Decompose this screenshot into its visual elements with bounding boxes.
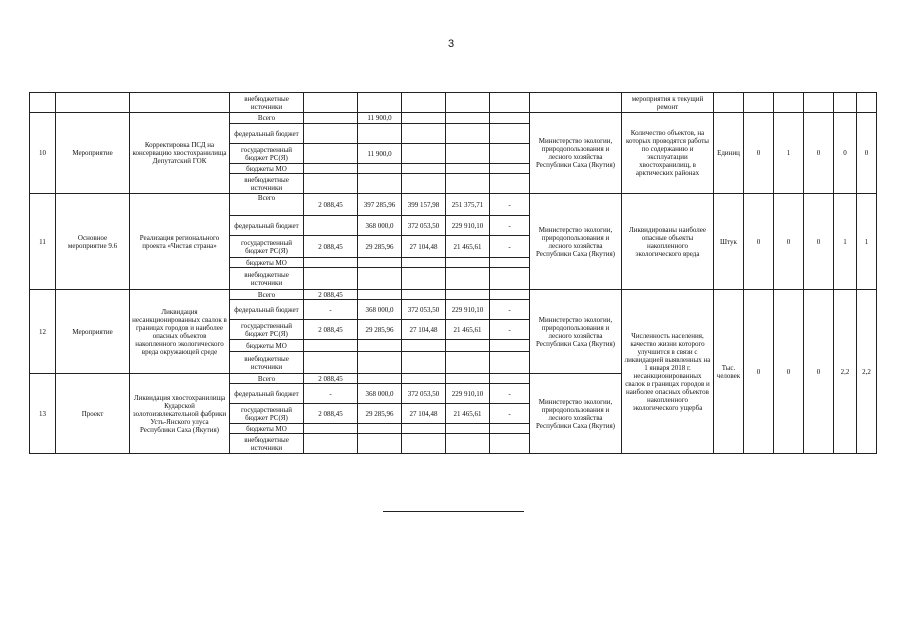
- source-cell: бюджеты МО: [230, 164, 304, 174]
- amount-cell: 2 088,45: [304, 236, 358, 258]
- page-number: 3: [448, 38, 455, 50]
- source-cell: бюджеты МО: [230, 258, 304, 268]
- executor-cell: Министерство экологии, природопользования и лесного хозяйства Республики Саха (Якутия): [530, 194, 622, 290]
- amount-cell: 397 285,96: [358, 194, 402, 216]
- source-cell: Всего: [230, 194, 304, 216]
- amount-cell: 29 285,96: [358, 404, 402, 424]
- row-status: Проект: [56, 374, 130, 454]
- amount-cell: 21 465,61: [446, 404, 490, 424]
- indicator-cell: 0: [774, 194, 804, 290]
- amount-cell: 21 465,61: [446, 236, 490, 258]
- unit-cell: Тыс. человек: [714, 290, 744, 454]
- amount-cell: 2 088,45: [304, 320, 358, 340]
- amount-cell: 372 053,50: [402, 216, 446, 236]
- amount-cell: 372 053,50: [402, 300, 446, 320]
- indicator-cell: 0: [744, 290, 774, 454]
- source-cell: Всего: [230, 374, 304, 384]
- executor-cell: Министерство экологии, природопользования и лесного хозяйства Республики Саха (Якутия): [530, 113, 622, 194]
- amount-cell: -: [490, 320, 530, 340]
- source-cell: внебюджетные источники: [230, 93, 304, 113]
- indicator-cell: 0: [774, 290, 804, 454]
- executor-cell: Министерство экологии, природопользования и лесного хозяйства Республики Саха (Якутия): [530, 290, 622, 374]
- amount-cell: 29 285,96: [358, 320, 402, 340]
- result-cell: мероприятия к текущий ремонт: [622, 93, 714, 113]
- row-status: Мероприятие: [56, 113, 130, 194]
- amount-cell: 11 900,0: [358, 144, 402, 164]
- amount-cell: -: [490, 384, 530, 404]
- indicator-cell: 0: [857, 113, 877, 194]
- program-table: [29, 92, 877, 454]
- source-cell: Всего: [230, 290, 304, 300]
- indicator-cell: 0: [804, 194, 834, 290]
- row-number: 10: [30, 113, 56, 194]
- amount-cell: 27 104,48: [402, 236, 446, 258]
- source-cell: федеральный бюджет: [230, 384, 304, 404]
- amount-cell: 2 088,45: [304, 194, 358, 216]
- table-row: [30, 194, 877, 216]
- source-cell: внебюджетные источники: [230, 352, 304, 374]
- row-number: 11: [30, 194, 56, 290]
- amount-cell: -: [304, 300, 358, 320]
- table-row: [30, 290, 877, 300]
- indicator-cell: 1: [857, 194, 877, 290]
- source-cell: государственный бюджет РС(Я): [230, 404, 304, 424]
- indicator-cell: 0: [804, 290, 834, 454]
- amount-cell: -: [490, 236, 530, 258]
- footnote-divider: [383, 511, 524, 512]
- amount-cell: 399 157,98: [402, 194, 446, 216]
- row-name: Реализация регионального проекта «Чистая страна»: [130, 194, 230, 290]
- amount-cell: 11 900,0: [358, 113, 402, 124]
- result-cell: Ликвидированы наиболее опасные объекты накопленного экологического вреда: [622, 194, 714, 290]
- source-cell: внебюджетные источники: [230, 434, 304, 454]
- amount-cell: 2 088,45: [304, 374, 358, 384]
- row-number: 12: [30, 290, 56, 374]
- result-cell: Численность населения, качество жизни которого улучшится в связи с ликвидацией выявленных на 1 января 2018 г. несанкционированных свалок в границах городов и наиболее опасных объектов накопленного экологического ущерба: [622, 290, 714, 454]
- amount-cell: -: [490, 216, 530, 236]
- source-cell: федеральный бюджет: [230, 216, 304, 236]
- amount-cell: 27 104,48: [402, 320, 446, 340]
- source-cell: государственный бюджет РС(Я): [230, 144, 304, 164]
- indicator-cell: 1: [834, 194, 857, 290]
- row-name: Корректировка ПСД на консервацию хвостохранилища Депутатский ГОК: [130, 113, 230, 194]
- amount-cell: 2 088,45: [304, 404, 358, 424]
- amount-cell: 251 375,71: [446, 194, 490, 216]
- indicator-cell: 0: [744, 194, 774, 290]
- amount-cell: -: [490, 300, 530, 320]
- row-status: Мероприятие: [56, 290, 130, 374]
- amount-cell: 368 000,0: [358, 216, 402, 236]
- source-cell: внебюджетные источники: [230, 174, 304, 194]
- indicator-cell: 2,2: [834, 290, 857, 454]
- amount-cell: 372 053,50: [402, 384, 446, 404]
- unit-cell: Штук: [714, 194, 744, 290]
- source-cell: бюджеты МО: [230, 424, 304, 434]
- source-cell: федеральный бюджет: [230, 124, 304, 144]
- indicator-cell: 0: [744, 113, 774, 194]
- unit-cell: Единиц: [714, 113, 744, 194]
- indicator-cell: 0: [834, 113, 857, 194]
- table-row: [30, 113, 877, 124]
- amount-cell: -: [304, 384, 358, 404]
- result-cell: Количество объектов, на которых проводятся работы по содержанию и эксплуатации хвостохранилищ, в арктических районах: [622, 113, 714, 194]
- amount-cell: 27 104,48: [402, 404, 446, 424]
- amount-cell: 21 465,61: [446, 320, 490, 340]
- amount-cell: 2 088,45: [304, 290, 358, 300]
- source-cell: федеральный бюджет: [230, 300, 304, 320]
- row-name: Ликвидация хвостохранилища Кударской золотоизвлекательной фабрики Усть-Янского улуса Республики Саха (Якутия): [130, 374, 230, 454]
- row-status: Основное мероприятие 9.6: [56, 194, 130, 290]
- source-cell: бюджеты МО: [230, 340, 304, 352]
- row-number: 13: [30, 374, 56, 454]
- amount-cell: -: [490, 194, 530, 216]
- executor-cell: Министерство экологии, природопользования и лесного хозяйства Республики Саха (Якутия): [530, 374, 622, 454]
- source-cell: внебюджетные источники: [230, 268, 304, 290]
- row-name: Ликвидация несанкционированных свалок в границах городов и наиболее опасных объектов накопленного экологического вреда окружающей среде: [130, 290, 230, 374]
- amount-cell: 368 000,0: [358, 300, 402, 320]
- source-cell: государственный бюджет РС(Я): [230, 236, 304, 258]
- amount-cell: 368 000,0: [358, 384, 402, 404]
- amount-cell: 29 285,96: [358, 236, 402, 258]
- indicator-cell: 1: [774, 113, 804, 194]
- amount-cell: 229 910,10: [446, 300, 490, 320]
- source-cell: государственный бюджет РС(Я): [230, 320, 304, 340]
- amount-cell: 229 910,10: [446, 384, 490, 404]
- table-row: [30, 93, 877, 113]
- amount-cell: 229 910,10: [446, 216, 490, 236]
- indicator-cell: 0: [804, 113, 834, 194]
- amount-cell: -: [490, 404, 530, 424]
- indicator-cell: 2,2: [857, 290, 877, 454]
- source-cell: Всего: [230, 113, 304, 124]
